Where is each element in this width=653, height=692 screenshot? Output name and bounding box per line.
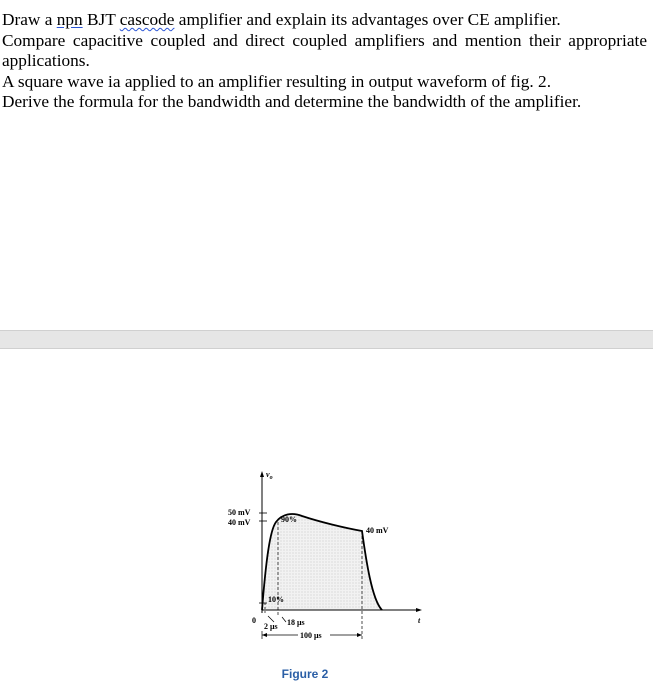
waveform-diagram — [220, 465, 440, 645]
label-40mv-left: 40 mV — [228, 518, 251, 527]
fall-pointer — [282, 617, 286, 622]
waveform-figure — [220, 465, 440, 645]
label-10pct: 10% — [268, 595, 284, 604]
question-2: Compare capacitive coupled and direct coupled amplifiers and mention their appropriate applications. — [2, 30, 647, 70]
question-4: Derive the formula for the bandwidth and determine the bandwidth of the amplifier. — [2, 92, 582, 111]
label-50mv: 50 mV — [228, 508, 251, 517]
label-t: t — [418, 616, 421, 625]
axis-label-vo: $v_o$ — [266, 470, 273, 481]
span-arrow-left — [262, 633, 267, 637]
cascode-word: cascode — [119, 10, 175, 29]
label-2us: 2 μs — [264, 622, 278, 631]
x-axis-arrow — [416, 608, 422, 612]
question-text — [2, 10, 647, 113]
label-zero: 0 — [252, 616, 256, 625]
page-separator — [0, 330, 653, 349]
label-18us: 18 μs — [287, 618, 305, 627]
question-1: Draw a npn BJT cascode amplifier and explain its advantages over CE amplifier. — [2, 10, 561, 29]
y-axis-arrow — [260, 471, 264, 477]
span-arrow-right — [357, 633, 362, 637]
label-40mv-right: 40 mV — [366, 526, 389, 535]
label-100us: 100 μs — [300, 631, 322, 640]
label-90pct: 90% — [281, 515, 297, 524]
npn-word: npn — [56, 10, 83, 29]
question-3: A square wave ia applied to an amplifier resulting in output waveform of fig. 2. — [2, 71, 552, 91]
figure-caption: Figure 2 — [281, 667, 329, 681]
